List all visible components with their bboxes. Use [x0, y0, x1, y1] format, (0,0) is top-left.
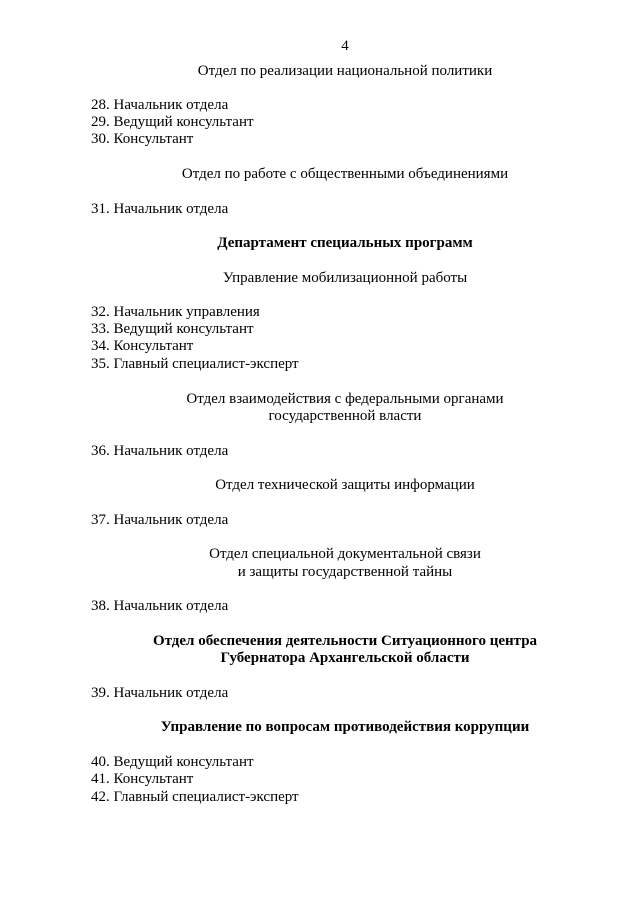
list-item: 33. Ведущий консультант — [91, 321, 254, 337]
list-item: 41. Консультант — [91, 771, 194, 787]
department-heading-line2: Губернатора Архангельской области — [220, 650, 470, 666]
list-item: 34. Консультант — [91, 338, 194, 354]
section-heading: Управление мобилизационной работы — [222, 270, 468, 286]
list-item: 39. Начальник отдела — [91, 685, 229, 701]
list-item: 42. Главный специалист-эксперт — [91, 789, 299, 805]
list-item: 28. Начальник отдела — [91, 97, 229, 113]
list-item: 37. Начальник отдела — [91, 512, 229, 528]
list-item: 30. Консультант — [91, 131, 194, 147]
department-heading: Отдел обеспечения деятельности Ситуационного центра — [152, 633, 538, 649]
list-item: 38. Начальник отдела — [91, 598, 229, 614]
page-number: 4 — [341, 38, 349, 54]
section-heading: Отдел взаимодействия с федеральными органами — [186, 391, 504, 407]
list-item: 40. Ведущий консультант — [91, 754, 254, 770]
section-heading: Отдел по реализации национальной политики — [197, 63, 493, 79]
list-item: 35. Главный специалист-эксперт — [91, 356, 299, 372]
section-heading: Отдел специальной документальной связи — [209, 546, 481, 562]
department-heading: Управление по вопросам противодействия коррупции — [160, 719, 530, 735]
list-item: 32. Начальник управления — [91, 304, 260, 320]
section-heading-line2: и защиты государственной тайны — [237, 564, 453, 580]
section-heading: Отдел по работе с общественными объединениями — [181, 166, 509, 182]
list-item: 29. Ведущий консультант — [91, 114, 254, 130]
section-heading: Отдел технической защиты информации — [215, 477, 475, 493]
section-heading-line2: государственной власти — [268, 408, 422, 424]
department-heading: Департамент специальных программ — [217, 235, 473, 251]
list-item: 31. Начальник отдела — [91, 201, 229, 217]
list-item: 36. Начальник отдела — [91, 443, 229, 459]
